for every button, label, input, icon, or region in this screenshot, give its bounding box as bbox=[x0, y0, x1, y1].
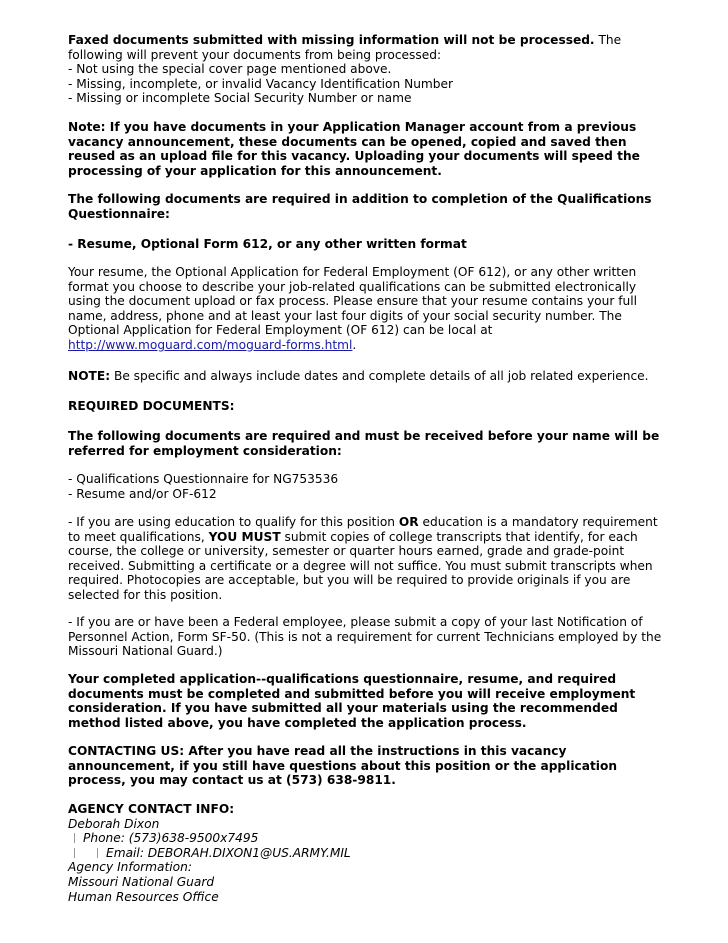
resume-body-end: . bbox=[352, 337, 357, 352]
fax-intro-text: The following will prevent your documents from being processed: bbox=[68, 33, 622, 62]
education-text: education is a mandatory requirement to meet qualifications, bbox=[68, 515, 658, 544]
resume-body-text: Your resume, the Optional Application for Federal Employment (OF 612), or any other written format you choose to describe your job-related qualifications can be submitted electronically using the document upload or fax process. Please ensure that your resume contains your full name, address, phone and at least your last four digits of your social security number. The Optional Application for Federal Employment (OF 612) can be local at bbox=[68, 265, 638, 338]
bullet-mark bbox=[74, 848, 75, 858]
completed-application-paragraph: Your completed application--qualifications questionnaire, resume, and required documents must be completed and submitted before you will receive employment consideration. If you have submitted all your materials using the recommended method listed above, you have completed the application process. bbox=[68, 672, 636, 730]
fax-intro bbox=[68, 33, 668, 62]
education-paragraph bbox=[68, 515, 668, 603]
fax-item: - Missing, incomplete, or invalid Vacancy Identification Number bbox=[68, 76, 454, 91]
fax-item: - Missing or incomplete Social Security Number or name bbox=[68, 91, 412, 106]
contact-email-line bbox=[68, 846, 668, 861]
note-label: NOTE: bbox=[68, 369, 111, 383]
federal-employee-paragraph: - If you are or have been a Federal employee, please submit a copy of your last Notification of Personnel Action, Form SF-50. (This is not a requirement for current Technicians employed by the Missouri National Guard.) bbox=[68, 615, 662, 659]
contacting-us-paragraph: CONTACTING US: After you have read all the instructions in this vacancy announcement, if you still have questions about this position or the application process, you may contact us at (573) 638-9811. bbox=[68, 744, 618, 788]
list-item: - Resume and/or OF-612 bbox=[68, 486, 217, 501]
contact-phone: Phone: (573)638-9500x7495 bbox=[83, 831, 259, 846]
education-you-must: YOU MUST bbox=[208, 529, 281, 544]
required-documents-list bbox=[68, 472, 668, 501]
contact-phone-line bbox=[68, 831, 668, 846]
required-documents-intro: The following documents are required and must be received before your name will be referred for employment consideration: bbox=[68, 429, 660, 458]
contact-email: Email: DEBORAH.DIXON1@US.ARMY.MIL bbox=[106, 845, 351, 860]
agency-info-label: Agency Information: bbox=[68, 860, 192, 875]
agency-heading: AGENCY CONTACT INFO: bbox=[68, 802, 235, 816]
fax-heading: Faxed documents submitted with missing information will not be processed. bbox=[68, 33, 595, 47]
moguard-forms-link[interactable]: http://www.moguard.com/moguard-forms.html bbox=[68, 337, 353, 352]
contact-name: Deborah Dixon bbox=[68, 816, 160, 831]
following-documents-heading: The following documents are required in addition to completion of the Qualifications Questionnaire: bbox=[68, 192, 652, 221]
fax-section bbox=[68, 33, 668, 106]
agency-office: Human Resources Office bbox=[68, 889, 219, 904]
bullet-mark bbox=[74, 833, 75, 843]
list-item: - Qualifications Questionnaire for NG753536 bbox=[68, 472, 339, 486]
resume-heading: - Resume, Optional Form 612, or any other written format bbox=[68, 237, 467, 251]
resume-body bbox=[68, 265, 668, 353]
note-specific bbox=[68, 369, 668, 384]
education-text: - If you are using education to qualify for this position bbox=[68, 515, 399, 529]
bullet-mark bbox=[97, 848, 98, 858]
note-previous-documents: Note: If you have documents in your Application Manager account from a previous vacancy announcement, these documents can be opened, copied and saved then reused as an upload file for this vacancy. Uploading your documents will speed the processing of your application for this announcement. bbox=[68, 120, 640, 178]
education-or: OR bbox=[398, 515, 419, 529]
agency-contact bbox=[68, 802, 668, 904]
fax-item: - Not using the special cover page mentioned above. bbox=[68, 62, 392, 77]
required-documents-heading: REQUIRED DOCUMENTS: bbox=[68, 399, 235, 413]
note-text: Be specific and always include dates and complete details of all job related experience. bbox=[110, 369, 649, 383]
education-text: submit copies of college transcripts that identify, for each course, the college or university, semester or quarter hours earned, grade and grade-point received. Submitting a certificate or a degree will not suffice. You must submit transcripts when required. Photocopies are acceptable, but you will be required to provide originals if you are selected for this position. bbox=[68, 529, 653, 602]
agency-org: Missouri National Guard bbox=[68, 874, 215, 889]
